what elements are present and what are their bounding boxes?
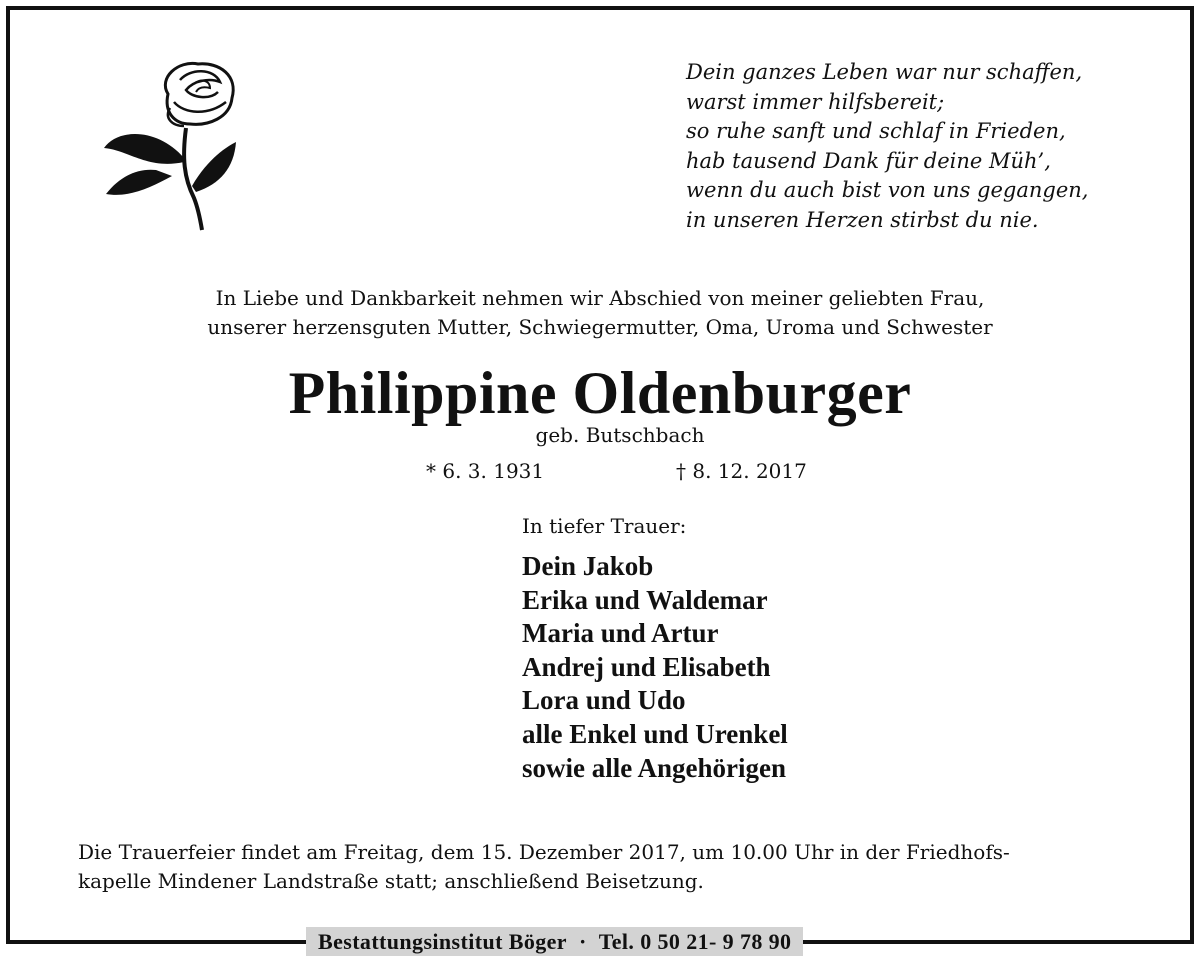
poem — [686, 58, 1156, 235]
mourner-name: Dein Jakob — [522, 551, 654, 581]
ceremony-line: Die Trauerfeier findet am Freitag, dem 15. Dezember 2017, um 10.00 Uhr in der Friedhofs- — [78, 840, 1010, 864]
rose-icon — [98, 58, 248, 233]
poem-line: Dein ganzes Leben war nur schaffen, — [686, 60, 1083, 84]
poem-line: warst immer hilfsbereit; — [686, 89, 945, 114]
birth-name: geb. Butschbach — [535, 423, 705, 447]
birth-date: * 6. 3. 1931 — [426, 459, 545, 483]
poem-line: wenn du auch bist von uns gegangen, — [686, 178, 1089, 202]
intro-line: In Liebe und Dankbarkeit nehmen wir Abschied von meiner geliebten Frau, — [215, 286, 985, 310]
mourner-name: Lora und Udo — [522, 685, 686, 716]
poem-line: in unseren Herzen stirbst du nie. — [686, 207, 1039, 232]
mourners-list — [522, 550, 788, 785]
funeral-home-footer — [306, 927, 803, 956]
poem-line: hab tausend Dank für deine Müh’, — [686, 148, 1051, 173]
deceased-name: Philippine Oldenburger — [288, 360, 912, 426]
ceremony-line: kapelle Mindener Landstraße statt; anschließend Beisetzung. — [78, 869, 704, 893]
funeral-home-phone: Tel. 0 50 21- 9 78 90 — [598, 928, 792, 954]
intro-text — [0, 284, 1200, 342]
poem-line: so ruhe sanft und schlaf in Frieden, — [686, 119, 1066, 143]
mourner-name: Andrej und Elisabeth — [522, 651, 771, 682]
mourner-name: Maria und Artur — [522, 618, 719, 649]
death-date: † 8. 12. 2017 — [676, 459, 807, 483]
mourner-name: sowie alle Angehörigen — [522, 752, 786, 783]
intro-line: unserer herzensguten Mutter, Schwiegermutter, Oma, Uroma und Schwester — [207, 315, 993, 339]
mourning-label: In tiefer Trauer: — [522, 514, 687, 538]
ceremony-notice — [78, 838, 1138, 896]
mourner-name: alle Enkel und Urenkel — [522, 718, 788, 749]
mourner-name: Erika und Waldemar — [522, 584, 768, 615]
funeral-home-name: Bestattungsinstitut Böger — [318, 928, 567, 954]
footer-separator: · — [578, 928, 587, 954]
